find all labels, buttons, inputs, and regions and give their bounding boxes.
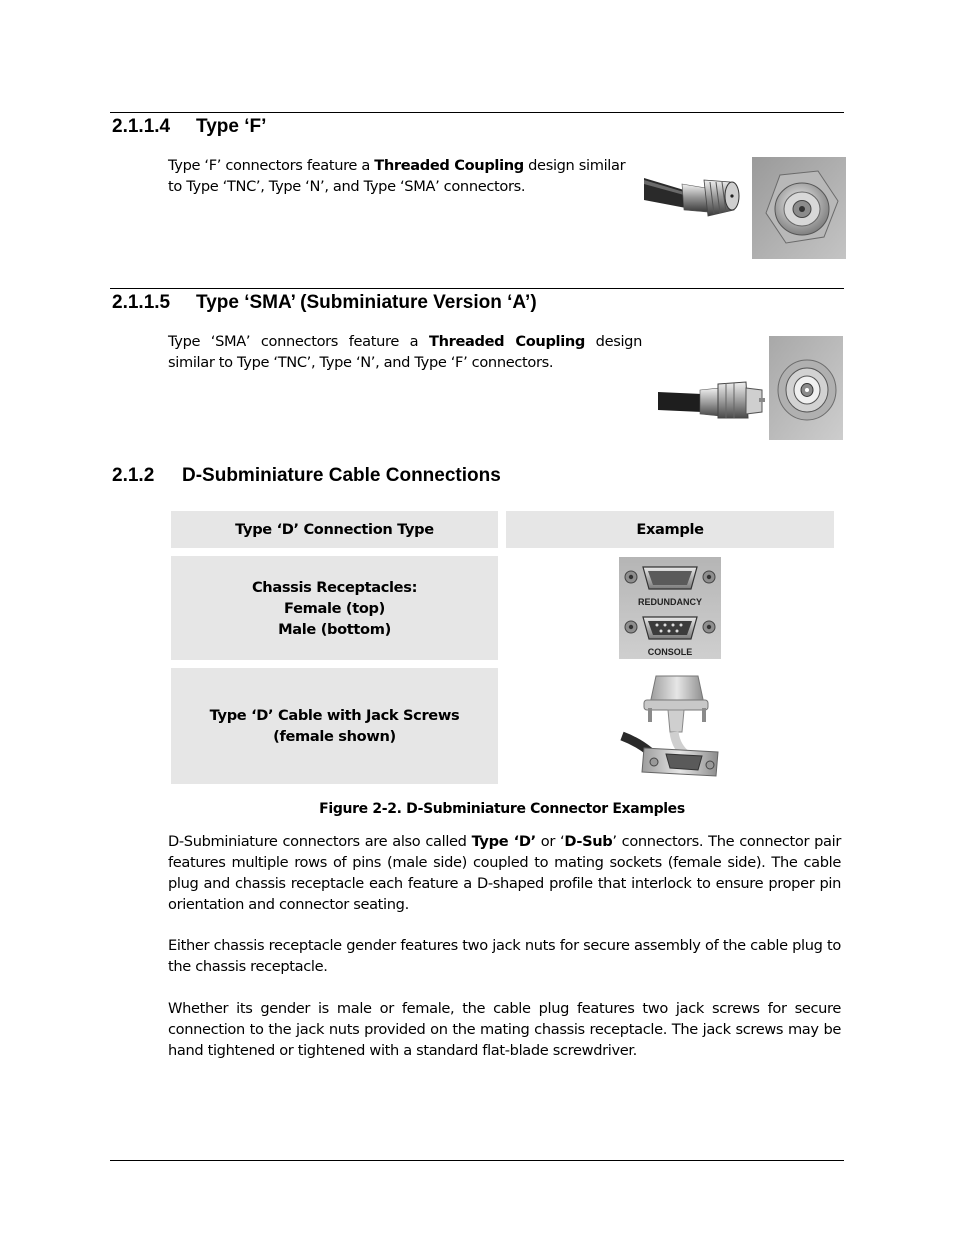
table-example-chassis	[506, 556, 834, 660]
cell-line: Chassis Receptacles:	[251, 578, 418, 596]
section-title: D-Subminiature Cable Connections	[182, 465, 501, 486]
d-sub-chassis-photo	[619, 557, 721, 659]
redundancy-label: REDUNDANCY	[637, 597, 703, 607]
table-row-chassis-receptacles	[171, 556, 498, 660]
section-rule	[110, 288, 844, 289]
cell-line: Female (top)	[284, 599, 385, 617]
type-f-chassis-photo	[752, 157, 846, 259]
d-sub-paragraph-2: Either chassis receptacle gender features two jack nuts for secure assembly of the cable plug to the chassis receptacle.	[168, 937, 841, 975]
table-example-cable	[506, 668, 834, 784]
cell-line: (female shown)	[273, 728, 396, 745]
console-label: CONSOLE	[647, 647, 693, 657]
section-number: 2.1.1.4	[112, 116, 171, 137]
section-title: Type ‘SMA’ (Subminiature Version ‘A’)	[196, 292, 537, 313]
section-heading-type-f	[112, 116, 266, 138]
table-header-example: Example	[506, 511, 834, 548]
type-sma-chassis-photo	[769, 336, 843, 440]
section-heading-type-sma	[112, 292, 537, 314]
footer-rule	[110, 1160, 844, 1161]
table-header-connection-type: Type ‘D’ Connection Type	[171, 511, 498, 548]
section-number: 2.1.2	[112, 465, 155, 486]
section-title: Type ‘F’	[196, 116, 267, 137]
type-f-description: Type ‘F’ connectors feature a Threaded Coupling design similar to Type ‘TNC’, Type ‘N’, and Type ‘SMA’ connectors.	[168, 157, 626, 195]
type-sma-description: Type ‘SMA’ connectors feature a Threaded Coupling design similar to Type ‘TNC’, Type ‘N’, and Type ‘F’ connectors.	[168, 333, 642, 371]
type-sma-cable-photo	[658, 376, 766, 424]
cell-line: Male (bottom)	[278, 620, 391, 638]
d-sub-paragraph-1: D-Subminiature connectors are also called Type ‘D’ or ‘D-Sub’ connectors. The connector pair features multiple rows of pins (male side) coupled to mating sockets (female side). The cable plug and chassis receptacle each feature a D-shaped profile that interlock to ensure proper pin orientation and connector seating.	[168, 833, 842, 913]
d-sub-paragraph-3: Whether its gender is male or female, the cable plug features two jack screws for secure connection to the jack nuts provided on the mating chassis receptacle. The jack screws may be hand tightened or tightened with a standard flat-blade screwdriver.	[168, 1000, 841, 1059]
section-number: 2.1.1.5	[112, 292, 171, 313]
table-row-cable-jack-screws	[171, 668, 498, 784]
type-f-cable-photo	[644, 168, 742, 230]
figure-caption: Figure 2-2. D-Subminiature Connector Examples	[319, 801, 685, 817]
d-sub-cable-photo	[618, 670, 722, 782]
section-heading-d-sub	[112, 465, 501, 487]
section-rule	[110, 112, 844, 113]
cell-line: Type ‘D’ Cable with Jack Screws	[209, 707, 460, 724]
